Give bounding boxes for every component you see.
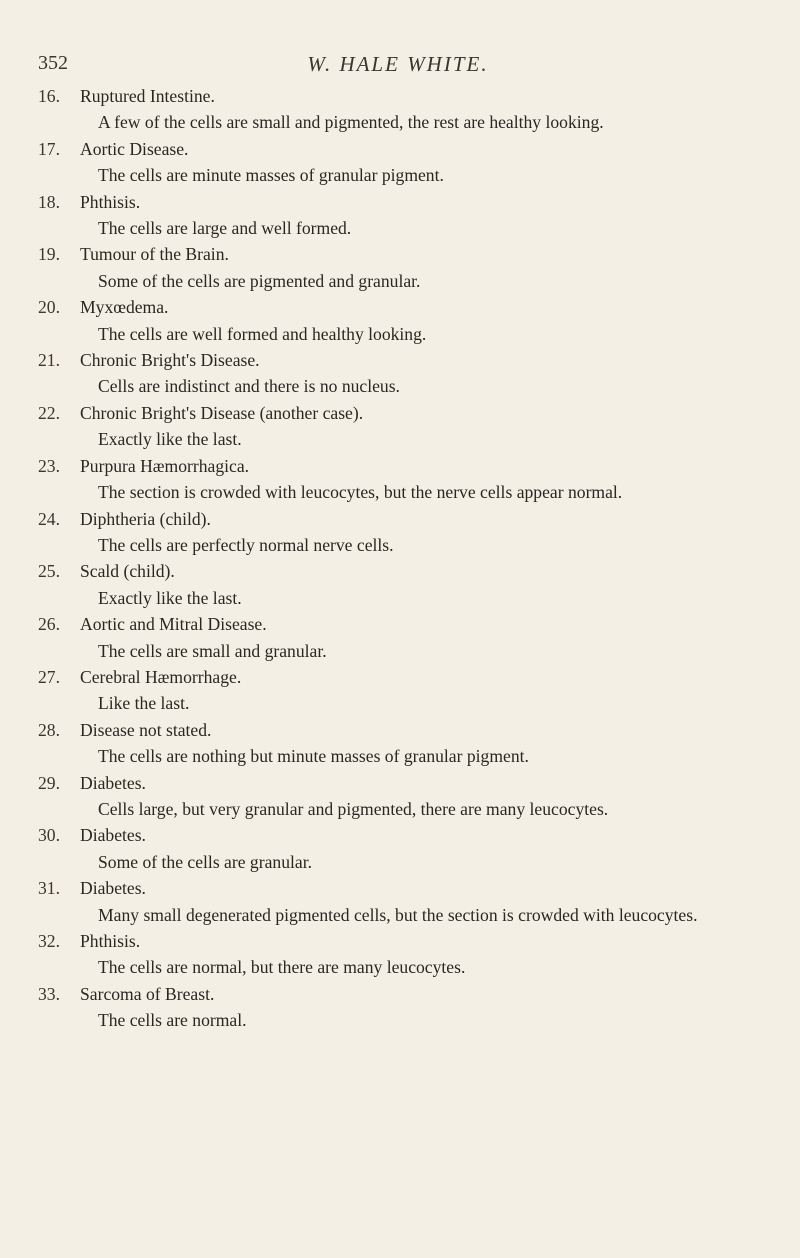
case-entry: [38, 558, 768, 611]
case-title: Myxœdema.: [80, 297, 169, 318]
case-title: Chronic Bright's Disease.: [80, 350, 260, 371]
case-entry: [38, 241, 768, 294]
case-entry: [38, 189, 768, 242]
case-title: Diabetes.: [80, 878, 146, 899]
case-entry: [38, 770, 768, 823]
case-entry: [38, 347, 768, 400]
case-entry: [38, 928, 768, 981]
case-description: Many small degenerated pigmented cells, but the section is crowded with leucocytes.: [98, 904, 698, 925]
case-title: Tumour of the Brain.: [80, 244, 229, 265]
case-entry: [38, 83, 768, 136]
case-number: 21.: [38, 350, 60, 371]
case-title: Diphtheria (child).: [80, 508, 211, 529]
case-entry: [38, 294, 768, 347]
case-description: The cells are well formed and healthy looking.: [98, 323, 427, 344]
running-head: W. HALE WHITE.: [307, 52, 489, 76]
case-number: 31.: [38, 878, 60, 899]
case-entry: [38, 717, 768, 770]
case-description: The cells are large and well formed.: [98, 218, 352, 239]
case-description: Some of the cells are pigmented and granular.: [98, 270, 421, 291]
case-number: 24.: [38, 508, 60, 529]
case-title: Phthisis.: [80, 931, 141, 951]
case-title: Purpura Hæmorrhagica.: [80, 455, 250, 476]
case-description: Cells large, but very granular and pigmented, there are many leucocytes.: [98, 798, 609, 819]
case-title: Scald (child).: [80, 561, 175, 582]
case-title: Sarcoma of Breast.: [80, 983, 215, 1004]
case-number: 19.: [38, 244, 60, 265]
case-title: Cerebral Hæmorrhage.: [80, 666, 242, 687]
case-entry: [38, 400, 768, 453]
page-number: 352: [38, 52, 68, 74]
case-number: 18.: [38, 191, 60, 212]
case-title: Disease not stated.: [80, 719, 212, 740]
case-entry: [38, 664, 768, 717]
case-number: 26.: [38, 614, 60, 635]
case-description: The cells are perfectly normal nerve cells.: [98, 534, 394, 555]
case-number: 23.: [38, 455, 60, 476]
case-description: Some of the cells are granular.: [98, 851, 312, 872]
case-description: Exactly like the last.: [98, 587, 242, 608]
case-title: Aortic Disease.: [80, 138, 189, 159]
case-entry: [38, 611, 768, 664]
case-number: 27.: [38, 666, 60, 687]
case-title: Ruptured Intestine.: [80, 86, 215, 106]
case-number: 17.: [38, 138, 60, 159]
case-list: [38, 83, 768, 1034]
case-description: The cells are small and granular.: [98, 640, 327, 661]
case-title: Diabetes.: [80, 772, 146, 793]
case-title: Aortic and Mitral Disease.: [80, 614, 267, 635]
case-description: The cells are normal, but there are many leucocytes.: [98, 957, 466, 978]
case-number: 25.: [38, 561, 60, 582]
case-entry: [38, 822, 768, 875]
case-number: 30.: [38, 825, 60, 846]
case-entry: [38, 453, 768, 506]
case-number: 22.: [38, 402, 60, 423]
case-number: 29.: [38, 772, 60, 793]
case-description: The section is crowded with leucocytes, but the nerve cells appear normal.: [98, 482, 623, 503]
case-title: Diabetes.: [80, 825, 146, 846]
case-description: The cells are minute masses of granular pigment.: [98, 165, 444, 186]
case-description: Cells are indistinct and there is no nucleus.: [98, 376, 400, 397]
page-header: [38, 52, 758, 82]
case-number: 28.: [38, 719, 60, 740]
case-title: Phthisis.: [80, 191, 141, 212]
case-entry: [38, 136, 768, 189]
case-title: Chronic Bright's Disease (another case).: [80, 402, 364, 423]
case-description: The cells are nothing but minute masses of granular pigment.: [98, 746, 529, 767]
case-description: A few of the cells are small and pigmented, the rest are healthy looking.: [98, 112, 604, 133]
case-number: 16.: [38, 86, 60, 106]
case-description: Like the last.: [98, 693, 190, 714]
case-number: 32.: [38, 931, 60, 951]
case-description: The cells are normal.: [98, 1010, 247, 1031]
case-entry: [38, 875, 768, 928]
case-entry: [38, 506, 768, 559]
case-number: 20.: [38, 297, 60, 318]
case-entry: [38, 981, 768, 1034]
case-number: 33.: [38, 983, 60, 1004]
case-description: Exactly like the last.: [98, 429, 242, 450]
